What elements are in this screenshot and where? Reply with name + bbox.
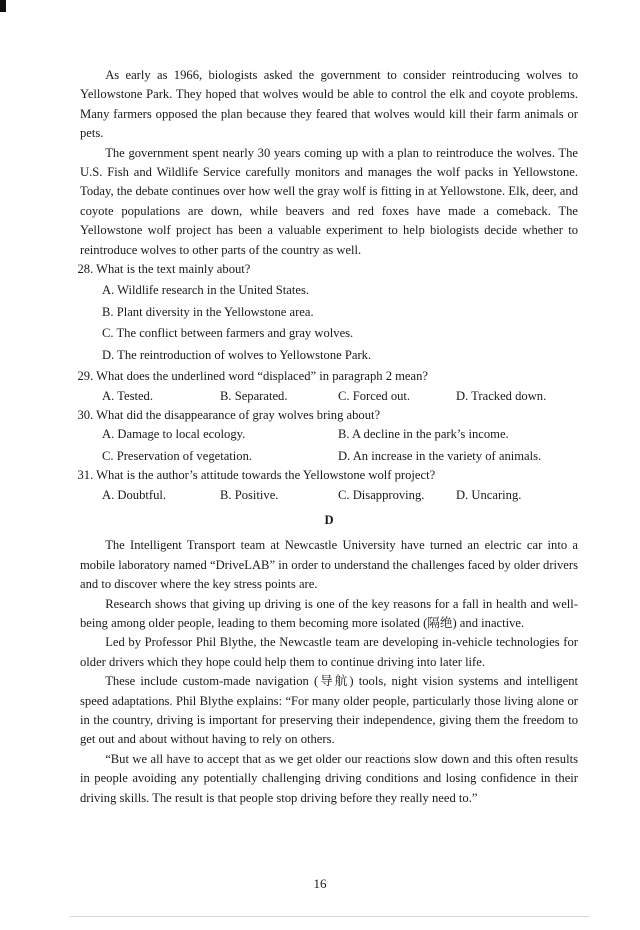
option-c: C. Forced out. [338, 388, 411, 403]
option-a: A. Tested. [102, 388, 154, 403]
option-b: B. A decline in the park’s income. [338, 427, 509, 442]
passage-d-paragraph: Led by Professor Phil Blythe, the Newcastle team are developing in-vehicle technologies for older drivers which they hope could help them to continue driving into later life. [80, 635, 578, 669]
footer-divider [70, 916, 590, 917]
passage-d-paragraph: Research shows that giving up driving is one of the key reasons for a fall in health and well-being among older people, leading to them becoming more isolated (隔绝) and inactive. [80, 596, 578, 630]
option-c: C. The conflict between farmers and gray wolves. [102, 326, 354, 341]
passage-d-paragraph: These include custom-made navigation (导航) tools, night vision systems and intelligent speed adaptations. Phil Blythe explains: “For many older people, particularly those living alone or in the country, driving is important for preserving their independence, giving them the freedom to get out and about without having to rely on others. [80, 674, 578, 747]
option-b: B. Separated. [220, 388, 288, 403]
question-29 [77, 367, 578, 406]
section-heading: D [324, 512, 334, 527]
question-options [80, 281, 578, 365]
option-c: C. Preservation of vegetation. [102, 448, 253, 463]
question-31 [77, 466, 578, 505]
option-a: A. Wildlife research in the United States. [102, 283, 309, 298]
question-stem: 28. What is the text mainly about? [77, 262, 251, 277]
option-b: B. Positive. [220, 487, 279, 502]
option-c: C. Disapproving. [338, 487, 425, 502]
question-options [80, 387, 578, 406]
corner-mark [0, 0, 6, 12]
page-number: 16 [313, 876, 327, 891]
option-d: D. Tracked down. [456, 388, 547, 403]
passage-c-paragraph: As early as 1966, biologists asked the government to consider reintroducing wolves to Yellowstone Park. They hoped that wolves would be able to control the elk and coyote problems. Many farmers opposed the plan because they feared that wolves would kill their farm animals or pets. [80, 68, 578, 141]
question-30 [77, 406, 578, 466]
option-a: A. Damage to local ecology. [102, 427, 246, 442]
option-d: D. Uncaring. [456, 487, 522, 502]
question-stem: 29. What does the underlined word “displaced” in paragraph 2 mean? [77, 369, 429, 384]
question-stem: 30. What did the disappearance of gray wolves bring about? [77, 407, 381, 422]
passage-d-paragraph: “But we all have to accept that as we get older our reactions slow down and this often results in people avoiding any potentially challenging driving conditions and losing confidence in their driving skills. The result is that people stop driving before they really need to.” [80, 751, 578, 805]
question-options [80, 425, 578, 466]
page-content [77, 66, 578, 808]
option-a: A. Doubtful. [102, 487, 167, 502]
option-d: D. An increase in the variety of animals. [338, 448, 542, 463]
question-options [80, 486, 578, 505]
passage-d-paragraph: The Intelligent Transport team at Newcastle University have turned an electric car into a mobile laboratory named “DriveLAB” in order to understand the challenges faced by older drivers and to discover where the key stress points are. [80, 538, 578, 592]
question-stem: 31. What is the author’s attitude towards the Yellowstone wolf project? [77, 468, 436, 483]
option-d: D. The reintroduction of wolves to Yellowstone Park. [102, 347, 372, 362]
passage-c-paragraph: The government spent nearly 30 years coming up with a plan to reintroduce the wolves. The U.S. Fish and Wildlife Service carefully monitors and manages the wolf packs in Yellowstone. Today, the debate continues over how well the gray wolf is fitting in at Yellowstone. Elk, deer, and coyote populations are down, while beavers and red foxes have made a comeback. The Yellowstone wolf project has been a valuable experiment to help biologists decide whether to reintroduce wolves to other parts of the country as well. [80, 145, 578, 257]
question-28 [77, 260, 578, 365]
option-b: B. Plant diversity in the Yellowstone area. [102, 304, 314, 319]
